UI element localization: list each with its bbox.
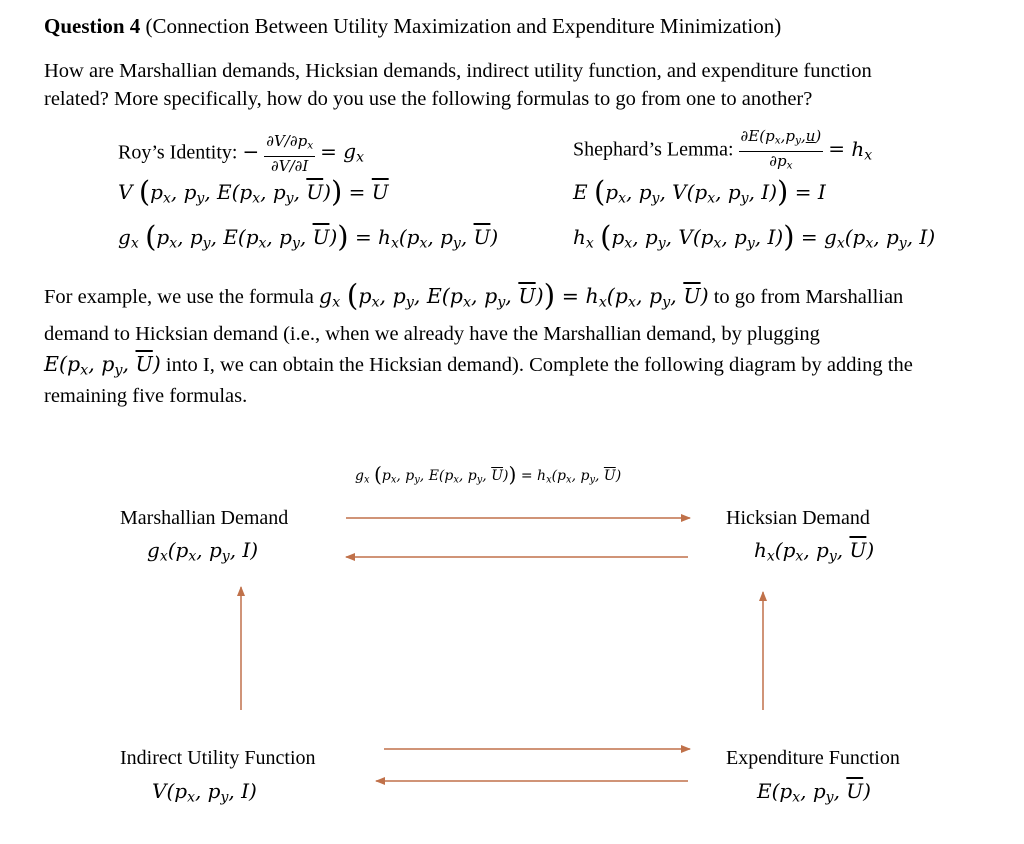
example-suffix: to go from Marshallian [713,286,904,308]
expenditure-function-label: Expenditure Function [726,747,900,769]
indirect-utility-formula: $V(p_x$, $p_y$, I) [152,779,257,806]
intro-line-2: related? More specifically, how do you use the following formulas to go from one to another? [44,88,813,110]
example-line-4: remaining five formulas. [44,385,248,407]
indirect-utility-label: Indirect Utility Function [120,747,316,769]
question-subtitle: (Connection Between Utility Maximization and Expenditure Minimization) [145,14,782,38]
example-prefix: For example, we use the formula [44,286,314,308]
roys-identity: Roy’s Identity: − $\frac{\partial V/\partial p_x}{\partial V/\partial I}$ = $g_x$ [118,132,364,175]
expenditure-function-formula: $E(p_x$, $p_y$, $\overline{U}$) [757,779,871,806]
marshallian-demand-formula: $g_x(p_x$, $p_y$, I) [147,538,259,565]
hicksian-demand-label: Hicksian Demand [726,507,870,529]
identity-g-of-e: $g_x$ ($p_x$, $p_y$, $E(p_x$, $p_y$, $\overline{U})) = h_x(p_x$, $p_y$, $\overline{U}$) [118,219,499,254]
example-line-2: demand to Hicksian demand (i.e., when we already have the Marshallian demand, by plugging [44,323,820,345]
example-line-1: For example, we use the formula $g_x$ ($p_x$, $p_y$, $E(p_x$, $p_y$, $\overline{U})) = h_x(p_x$, $p_y$, $\overline{U}$) to go from Marshallian [44,278,904,314]
marshallian-demand-label: Marshallian Demand [120,507,289,529]
roys-identity-label: Roy’s Identity: [118,141,238,164]
intro-line-1: How are Marshallian demands, Hicksian demands, indirect utility function, and expenditure function [44,60,872,82]
top-arrow-formula: $g_x$ ($p_x$, $p_y$, $E(p_x$, $p_y$, $\overline{U})) = h_x(p_x$, $p_y$, $\overline{U}$) [355,462,622,487]
example-line-3: $E(p_x$, $p_y$, $\overline{U}$) into I, we can obtain the Hicksian demand). Complete the following diagram by adding the [44,352,913,379]
identity-e-of-v: E ($p_x$, $p_y$, $V(p_x$, $p_y$, I)) = I [573,174,826,209]
identity-v-of-e: V ($p_x$, $p_y$, $E(p_x$, $p_y$, $\overline{U})) = \overline{U}$ [118,174,389,209]
shephards-lemma-label: Shephard’s Lemma: [573,138,734,161]
example-line-3-suffix: into I, we can obtain the Hicksian demand). Complete the following diagram by adding the [165,354,913,376]
identity-h-of-v: $h_x$ ($p_x$, $p_y$, $V(p_x$, $p_y$, $I)) = g_x(p_x$, $p_y$, I) [573,219,936,254]
shephards-lemma: Shephard’s Lemma: $\frac{\partial E(p_x,p_y,u)}{\partial p_x}$ = $h_x$ [573,127,873,172]
question-label: Question 4 [44,14,141,38]
hicksian-demand-formula: $h_x(p_x$, $p_y$, $\overline{U}$) [754,538,875,565]
